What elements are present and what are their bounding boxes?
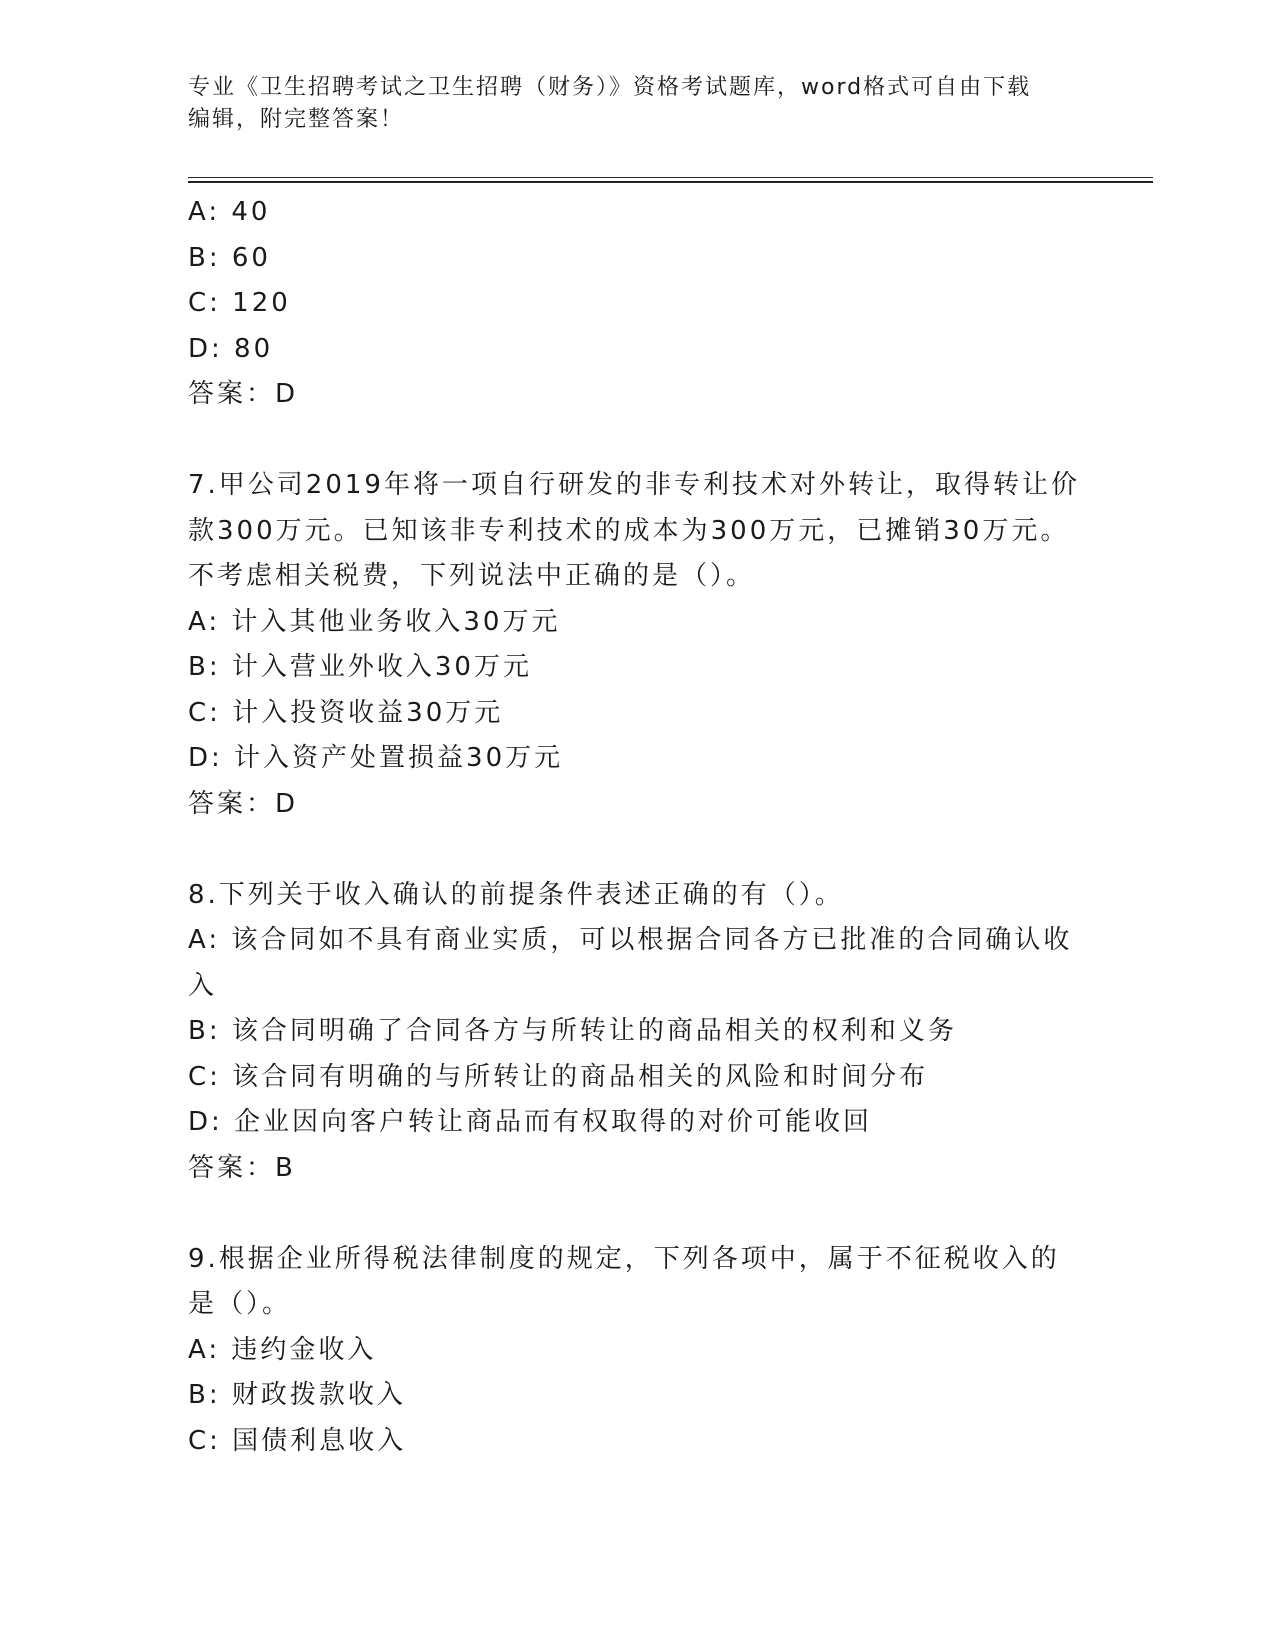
option-a: A: 违约金收入 (188, 1334, 377, 1365)
option-d: D: 80 (188, 333, 274, 364)
option-b: B: 60 (188, 242, 271, 273)
option-b: B: 计入营业外收入30万元 (188, 652, 532, 682)
header-divider-thick (188, 181, 1153, 183)
document-header (188, 72, 1088, 136)
question-6-continued (188, 190, 1088, 418)
option-d: D: 计入资产处置损益30万元 (188, 743, 564, 773)
header-line-1: 专业《卫生招聘考试之卫生招聘（财务）》资格考试题库，word格式可自由下载 (188, 75, 1032, 100)
option-d: D: 企业因向客户转让商品而有权取得的对价可能收回 (188, 1107, 873, 1137)
question-stem-line: 是（）。 (188, 1289, 292, 1319)
spacer (188, 418, 1088, 464)
option-b: B: 该合同明确了合同各方与所转让的商品相关的权利和义务 (188, 1016, 957, 1046)
option-c: C: 国债利息收入 (188, 1425, 407, 1456)
question-7 (188, 463, 1088, 827)
question-9 (188, 1237, 1088, 1465)
question-stem-line: 款300万元。已知该非专利技术的成本为300万元，已摊销30万元。 (188, 515, 1070, 546)
option-a-continued: 入 (188, 970, 218, 1001)
question-stem-line: 7.甲公司2019年将一项自行研发的非专利技术对外转让，取得转让价 (188, 470, 1080, 500)
option-c: C: 该合同有明确的与所转让的商品相关的风险和时间分布 (188, 1061, 929, 1092)
question-stem-line: 9.根据企业所得税法律制度的规定，下列各项中，属于不征税收入的 (188, 1243, 1060, 1274)
answer: 答案：D (188, 788, 299, 819)
spacer (188, 1191, 1088, 1237)
option-b: B: 财政拨款收入 (188, 1380, 406, 1410)
answer: 答案：D (188, 379, 299, 409)
header-line-2: 编辑，附完整答案！ (188, 107, 405, 132)
answer: 答案：B (188, 1152, 296, 1183)
question-content (188, 190, 1088, 1464)
spacer (188, 827, 1088, 873)
option-c: C: 计入投资收益30万元 (188, 697, 504, 728)
question-stem-line: 8.下列关于收入确认的前提条件表述正确的有（）。 (188, 879, 844, 910)
option-a: A: 该合同如不具有商业实质，可以根据合同各方已批准的合同确认收 (188, 925, 1073, 955)
option-a: A: 计入其他业务收入30万元 (188, 606, 561, 637)
question-8 (188, 873, 1088, 1192)
header-divider-thin (188, 177, 1153, 178)
option-a: A: 40 (188, 197, 271, 227)
question-stem-line: 不考虑相关税费，下列说法中正确的是（）。 (188, 561, 756, 591)
option-c: C: 120 (188, 288, 291, 318)
